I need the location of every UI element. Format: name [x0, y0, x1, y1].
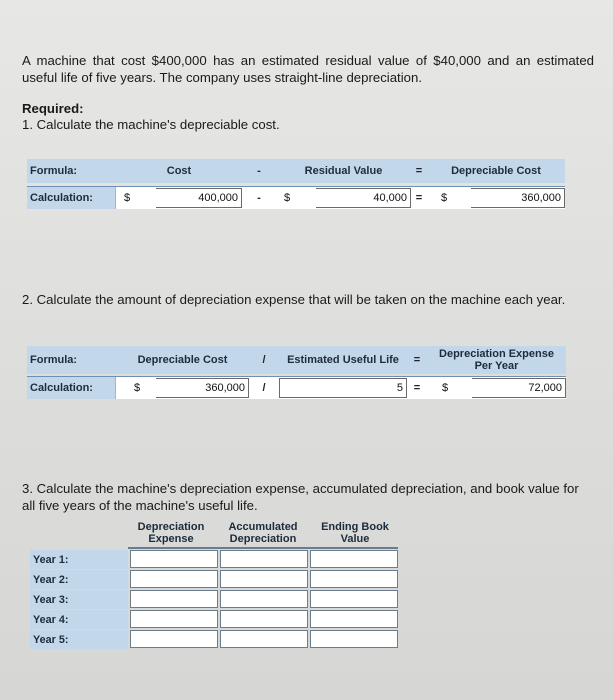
header-col3-line2: Value [340, 533, 370, 545]
header-ending-book-value [310, 521, 400, 545]
ending-book-value-input[interactable] [310, 610, 398, 628]
residual-value-input[interactable]: 40,000 [316, 188, 411, 208]
useful-life-input[interactable]: 5 [279, 378, 407, 398]
residual-dollar-sign: $ [284, 192, 291, 204]
year-label: Year 1: [30, 550, 128, 569]
accumulated-depreciation-input[interactable] [220, 570, 308, 588]
question-2: 2. Calculate the amount of depreciation expense that will be taken on the machine each year. [22, 292, 566, 307]
formula-row [27, 346, 566, 374]
header-residual-value: Residual Value [304, 165, 383, 177]
cost-input[interactable]: 400,000 [156, 188, 242, 208]
depreciable-cost-input[interactable]: 360,000 [156, 378, 249, 398]
ending-book-value-input[interactable] [310, 570, 398, 588]
expense-per-year-input[interactable]: 72,000 [472, 378, 566, 398]
formula-row [27, 159, 565, 183]
calculation-label: Calculation: [27, 187, 116, 209]
year-label: Year 3: [30, 590, 128, 609]
year-label: Year 5: [30, 630, 128, 649]
year-label: Year 4: [30, 610, 128, 629]
header-depreciation-expense [130, 521, 212, 545]
header-col2-line1: Accumulated [228, 521, 298, 533]
calc-equals-operator: = [413, 382, 421, 394]
depreciation-expense-input[interactable] [130, 630, 218, 648]
cost-dollar-sign: $ [124, 192, 131, 204]
header-depreciable-cost: Depreciable Cost [137, 354, 228, 366]
depreciation-expense-input[interactable] [130, 610, 218, 628]
minus-operator: - [257, 165, 261, 177]
calc-minus-operator: - [257, 192, 261, 204]
depreciable-cost-table [27, 159, 565, 210]
depreciable-dollar-sign: $ [441, 192, 448, 204]
header-depreciable-cost: Depreciable Cost [451, 165, 541, 177]
depreciable-cost-input[interactable]: 360,000 [471, 188, 565, 208]
formula-label: Formula: [27, 346, 116, 374]
calculation-row [27, 186, 565, 209]
header-col3-line1: Ending Book [321, 521, 389, 533]
header-expense-line-2: Per Year [474, 360, 519, 372]
formula-label: Formula: [27, 159, 116, 183]
year-label: Year 2: [30, 570, 128, 589]
header-useful-life: Estimated Useful Life [287, 354, 399, 366]
calculation-row [27, 376, 566, 399]
divide-operator: / [262, 354, 266, 366]
header-col1-line1: Depreciation [137, 521, 205, 533]
accumulated-depreciation-input[interactable] [220, 550, 308, 568]
ending-book-value-input[interactable] [310, 590, 398, 608]
header-cost: Cost [166, 165, 192, 177]
required-heading: Required: [22, 101, 84, 116]
depreciation-expense-input[interactable] [130, 570, 218, 588]
header-expense-per-year [427, 346, 566, 374]
calc-equals-operator: = [415, 192, 423, 204]
accumulated-depreciation-input[interactable] [220, 590, 308, 608]
header-expense-line-1: Depreciation Expense [439, 348, 554, 360]
ending-book-value-input[interactable] [310, 550, 398, 568]
equals-operator: = [413, 354, 421, 366]
header-accumulated-depreciation [220, 521, 306, 545]
accumulated-depreciation-input[interactable] [220, 610, 308, 628]
question-1: 1. Calculate the machine's depreciable cost. [22, 117, 280, 132]
calculation-label: Calculation: [27, 377, 116, 399]
problem-statement: A machine that cost $400,000 has an estimated residual value of $40,000 and an estimated useful life of five years. The company uses straight-line depreciation. [22, 53, 594, 85]
question-3: 3. Calculate the machine's depreciation expense, accumulated depreciation, and book value for all five years of the machine's useful life. [22, 481, 579, 513]
schedule-header-band [128, 547, 398, 549]
depreciation-expense-input[interactable] [130, 550, 218, 568]
calc-divide-operator: / [262, 382, 266, 394]
depreciation-expense-input[interactable] [130, 590, 218, 608]
depreciable-dollar-sign: $ [134, 382, 141, 394]
header-col2-line2: Depreciation [229, 533, 297, 545]
equals-operator: = [415, 165, 423, 177]
expense-dollar-sign: $ [442, 382, 449, 394]
header-col1-line2: Expense [148, 533, 194, 545]
ending-book-value-input[interactable] [310, 630, 398, 648]
accumulated-depreciation-input[interactable] [220, 630, 308, 648]
annual-depreciation-table [27, 346, 566, 398]
